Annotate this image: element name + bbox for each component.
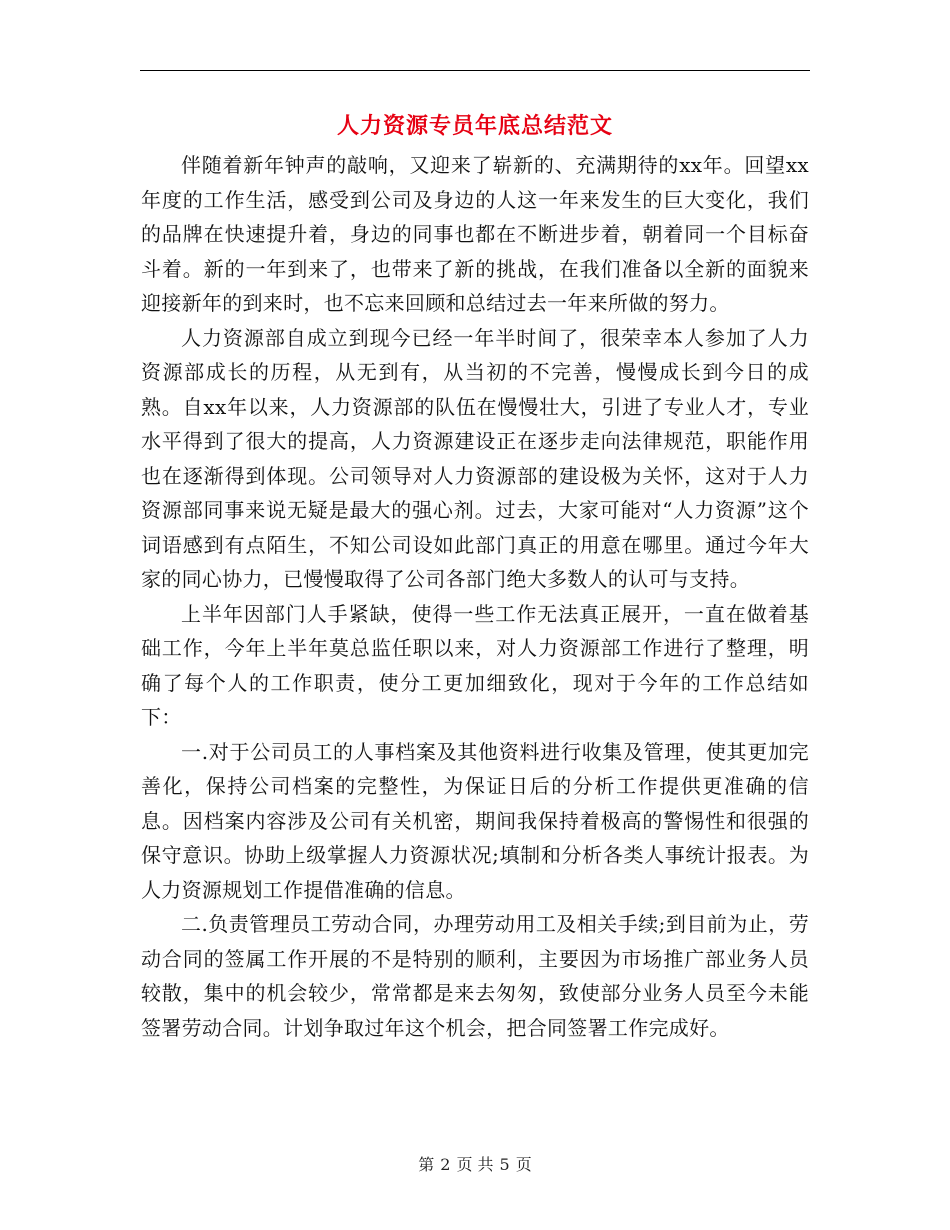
document-body	[141, 148, 809, 1045]
footer-total-pages: 5	[499, 1155, 510, 1174]
footer-prefix: 第	[418, 1155, 435, 1174]
document-title: 人力资源专员年底总结范文	[336, 113, 613, 139]
paragraph-department-history: 人力资源部自成立到现今已经一年半时间了，很荣幸本人参加了人力资源部成长的历程，从无到有，从当初的不完善，慢慢成长到今日的成熟。自xx年以来，人力资源部的队伍在慢慢壮大，引进了专业人才，专业水平得到了很大的提高，人力资源建设正在逐步走向法律规范，职能作用也在逐渐得到体现。公司领导对人力资源部的建设极为关怀，这对于人力资源部同事来说无疑是最大的强心剂。过去，大家可能对“人力资源”这个词语感到有点陌生，不知公司设如此部门真正的用意在哪里。通过今年大家的同心协力，已慢慢取得了公司各部门绝大多数人的认可与支持。	[141, 325, 809, 591]
footer-suffix: 页	[515, 1155, 532, 1174]
paragraph-work-overview: 上半年因部门人手紧缺，使得一些工作无法真正展开，一直在做着基础工作，今年上半年莫总监任职以来，对人力资源部工作进行了整理，明确了每个人的工作职责，使分工更加细致化，现对于今年的工作总结如下：	[141, 601, 809, 729]
footer-current-page: 2	[440, 1155, 451, 1174]
paragraph-intro: 伴随着新年钟声的敲响，又迎来了崭新的、充满期待的xx年。回望xx年度的工作生活，感受到公司及身边的人这一年来发生的巨大变化，我们的品牌在快速提升着，身边的同事也都在不断进步着，朝着同一个目标奋斗着。新的一年到来了，也带来了新的挑战，在我们准备以全新的面貌来迎接新年的到来时，也不忘来回顾和总结过去一年来所做的努力。	[141, 153, 809, 315]
header-rule	[140, 70, 810, 71]
paragraph-item-one: 一.对于公司员工的人事档案及其他资料进行收集及管理，使其更加完善化，保持公司档案的完整性，为保证日后的分析工作提供更准确的信息。因档案内容涉及公司有关机密，期间我保持着极高的警惕性和很强的保守意识。协助上级掌握人力资源状况;填制和分析各类人事统计报表。为人力资源规划工作提借准确的信息。	[141, 739, 809, 902]
page-footer	[0, 1153, 950, 1177]
footer-middle: 页 共	[456, 1155, 494, 1174]
paragraph-item-two: 二.负责管理员工劳动合同，办理劳动用工及相关手续;到目前为止，劳动合同的签属工作开展的不是特别的顺利，主要因为市场推广部业务人员较散，集中的机会较少，常常都是来去匆匆，致使部分业务人员至今未能签署劳动合同。计划争取过年这个机会，把合同签署工作完成好。	[141, 912, 809, 1040]
